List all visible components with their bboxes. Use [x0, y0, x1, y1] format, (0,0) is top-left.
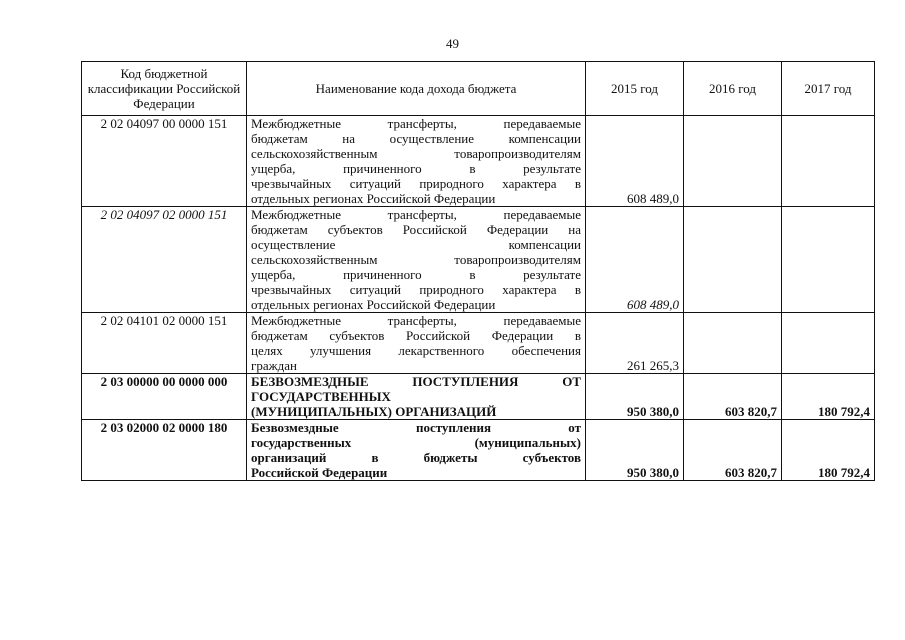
row-amount-2017: 180 792,4: [782, 374, 875, 420]
row-amount-2016: [684, 116, 782, 207]
row-amount-2015: 950 380,0: [586, 374, 684, 420]
row-name-line: ущерба, причиненного в результате: [251, 161, 581, 176]
row-name-line: Безвозмездные поступления от: [251, 420, 581, 435]
row-name-line: ГОСУДАРСТВЕННЫХ: [251, 389, 391, 404]
row-amount-2017: [782, 116, 875, 207]
row-amount-2016: 603 820,7: [684, 374, 782, 420]
row-amount-2015: 261 265,3: [586, 313, 684, 374]
row-code: 2 02 04097 00 0000 151: [82, 116, 247, 207]
row-amount-2015: 608 489,0: [586, 116, 684, 207]
header-2015: 2015 год: [586, 62, 684, 116]
row-name-line: сельскохозяйственным товаропроизводителям: [251, 252, 581, 267]
row-name-line: БЕЗВОЗМЕЗДНЫЕ ПОСТУПЛЕНИЯ ОТ: [251, 374, 581, 389]
row-name-line: целях улучшения лекарственного обеспечения: [251, 343, 581, 358]
table-header-row: [82, 62, 875, 116]
budget-table: [81, 61, 875, 481]
row-name-line: Российской Федерации: [251, 465, 388, 480]
row-name-line: отдельных регионах Российской Федерации: [251, 191, 496, 206]
row-amount-2015: 608 489,0: [586, 207, 684, 313]
row-name-line: (МУНИЦИПАЛЬНЫХ) ОРГАНИЗАЦИЙ: [251, 404, 497, 419]
table-row: [82, 420, 875, 481]
row-code: 2 02 04101 02 0000 151: [82, 313, 247, 374]
row-name-line: государственных (муниципальных): [251, 435, 581, 450]
header-2017: 2017 год: [782, 62, 875, 116]
row-name-line: Межбюджетные трансферты, передаваемые: [251, 116, 581, 131]
row-name-line: Межбюджетные трансферты, передаваемые: [251, 207, 581, 222]
row-name: [247, 313, 586, 374]
row-name-line: чрезвычайных ситуаций природного характера в: [251, 282, 581, 297]
row-amount-2016: [684, 313, 782, 374]
table-row: [82, 313, 875, 374]
row-name-line: отдельных регионах Российской Федерации: [251, 297, 496, 312]
row-name-line: бюджетам на осуществление компенсации: [251, 131, 581, 146]
row-name: [247, 374, 586, 420]
row-name-line: организаций в бюджеты субъектов: [251, 450, 581, 465]
row-name-line: граждан: [251, 358, 297, 373]
table-row: [82, 116, 875, 207]
row-name-line: сельскохозяйственным товаропроизводителям: [251, 146, 581, 161]
page-number: 49: [446, 36, 459, 51]
header-code: Код бюджетной классификации Российской Федерации: [82, 62, 247, 116]
row-name-line: осуществление компенсации: [251, 237, 581, 252]
row-name-line: ущерба, причиненного в результате: [251, 267, 581, 282]
row-amount-2017: [782, 313, 875, 374]
table-row: [82, 374, 875, 420]
row-amount-2017: [782, 207, 875, 313]
row-name-line: Межбюджетные трансферты, передаваемые: [251, 313, 581, 328]
table-row: [82, 207, 875, 313]
row-name-line: бюджетам субъектов Российской Федерации на: [251, 222, 581, 237]
row-code: 2 02 04097 02 0000 151: [82, 207, 247, 313]
row-name-line: бюджетам субъектов Российской Федерации в: [251, 328, 581, 343]
row-code: 2 03 02000 02 0000 180: [82, 420, 247, 481]
row-name: [247, 207, 586, 313]
row-amount-2017: 180 792,4: [782, 420, 875, 481]
row-name-line: чрезвычайных ситуаций природного характера в: [251, 176, 581, 191]
row-amount-2016: 603 820,7: [684, 420, 782, 481]
header-name: Наименование кода дохода бюджета: [247, 62, 586, 116]
row-name: [247, 420, 586, 481]
row-amount-2016: [684, 207, 782, 313]
row-code: 2 03 00000 00 0000 000: [82, 374, 247, 420]
row-amount-2015: 950 380,0: [586, 420, 684, 481]
header-2016: 2016 год: [684, 62, 782, 116]
row-name: [247, 116, 586, 207]
